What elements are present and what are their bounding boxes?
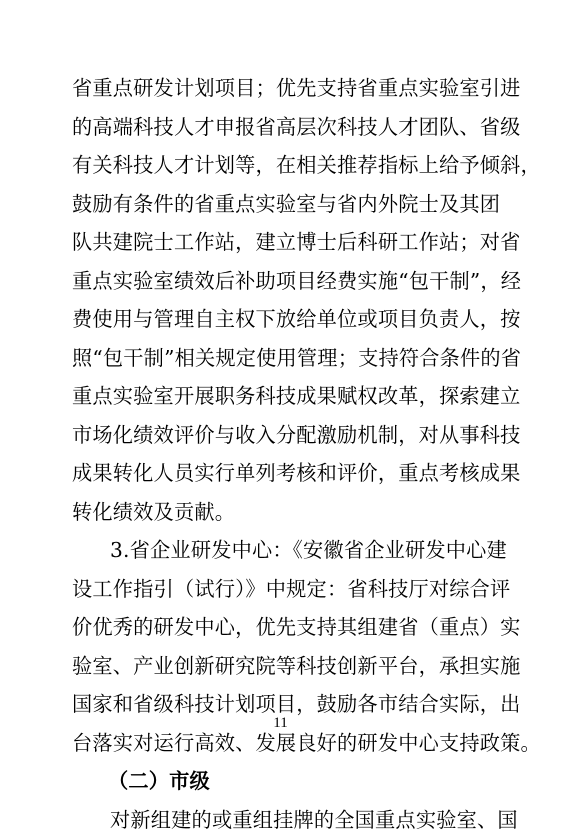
paragraph-start-line: 3.省企业研发中心：《安徽省企业研发中心建 [72,531,497,570]
text-line: 费使用与管理自主权下放给单位或项目负责人，按 [72,300,497,339]
text-line: 有关科技人才计划等，在相关推荐指标上给予倾斜， [72,146,497,185]
text-line: 验室、产业创新研究院等科技创新平台，承担实施 [72,647,497,686]
text-line: 设工作指引（试行）》中规定：省科技厅对综合评 [72,570,497,609]
text-line: 国家和省级科技计划项目，鼓励各市结合实际，出 [72,685,497,724]
text-line: 成果转化人员实行单列考核和评价，重点考核成果 [72,454,497,493]
section-heading: （二）市级 [72,762,497,801]
text-line: 市场化绩效评价与收入分配激励机制，对从事科技 [72,416,497,455]
text-line: 照“包干制”相关规定使用管理；支持符合条件的省 [72,339,497,378]
text-line: 重点实验室开展职务科技成果赋权改革，探索建立 [72,377,497,416]
text-line: 转化绩效及贡献。 [72,493,497,532]
paragraph-start-line: 对新组建的或重组挂牌的全国重点实验室、国 [72,801,497,839]
text-line: 台落实对运行高效、发展良好的研发中心支持政策。 [72,724,497,763]
text-line: 重点实验室绩效后补助项目经费实施“包干制”，经 [72,262,497,301]
text-line: 队共建院士工作站，建立博士后科研工作站；对省 [72,223,497,262]
text-line: 的高端科技人才申报省高层次科技人才团队、省级 [72,108,497,147]
text-line: 价优秀的研发中心，优先支持其组建省（重点）实 [72,608,497,647]
text-line: 省重点研发计划项目；优先支持省重点实验室引进 [72,69,497,108]
text-line: 鼓励有条件的省重点实验室与省内外院士及其团 [72,185,497,224]
page-number: 11 [0,714,561,732]
